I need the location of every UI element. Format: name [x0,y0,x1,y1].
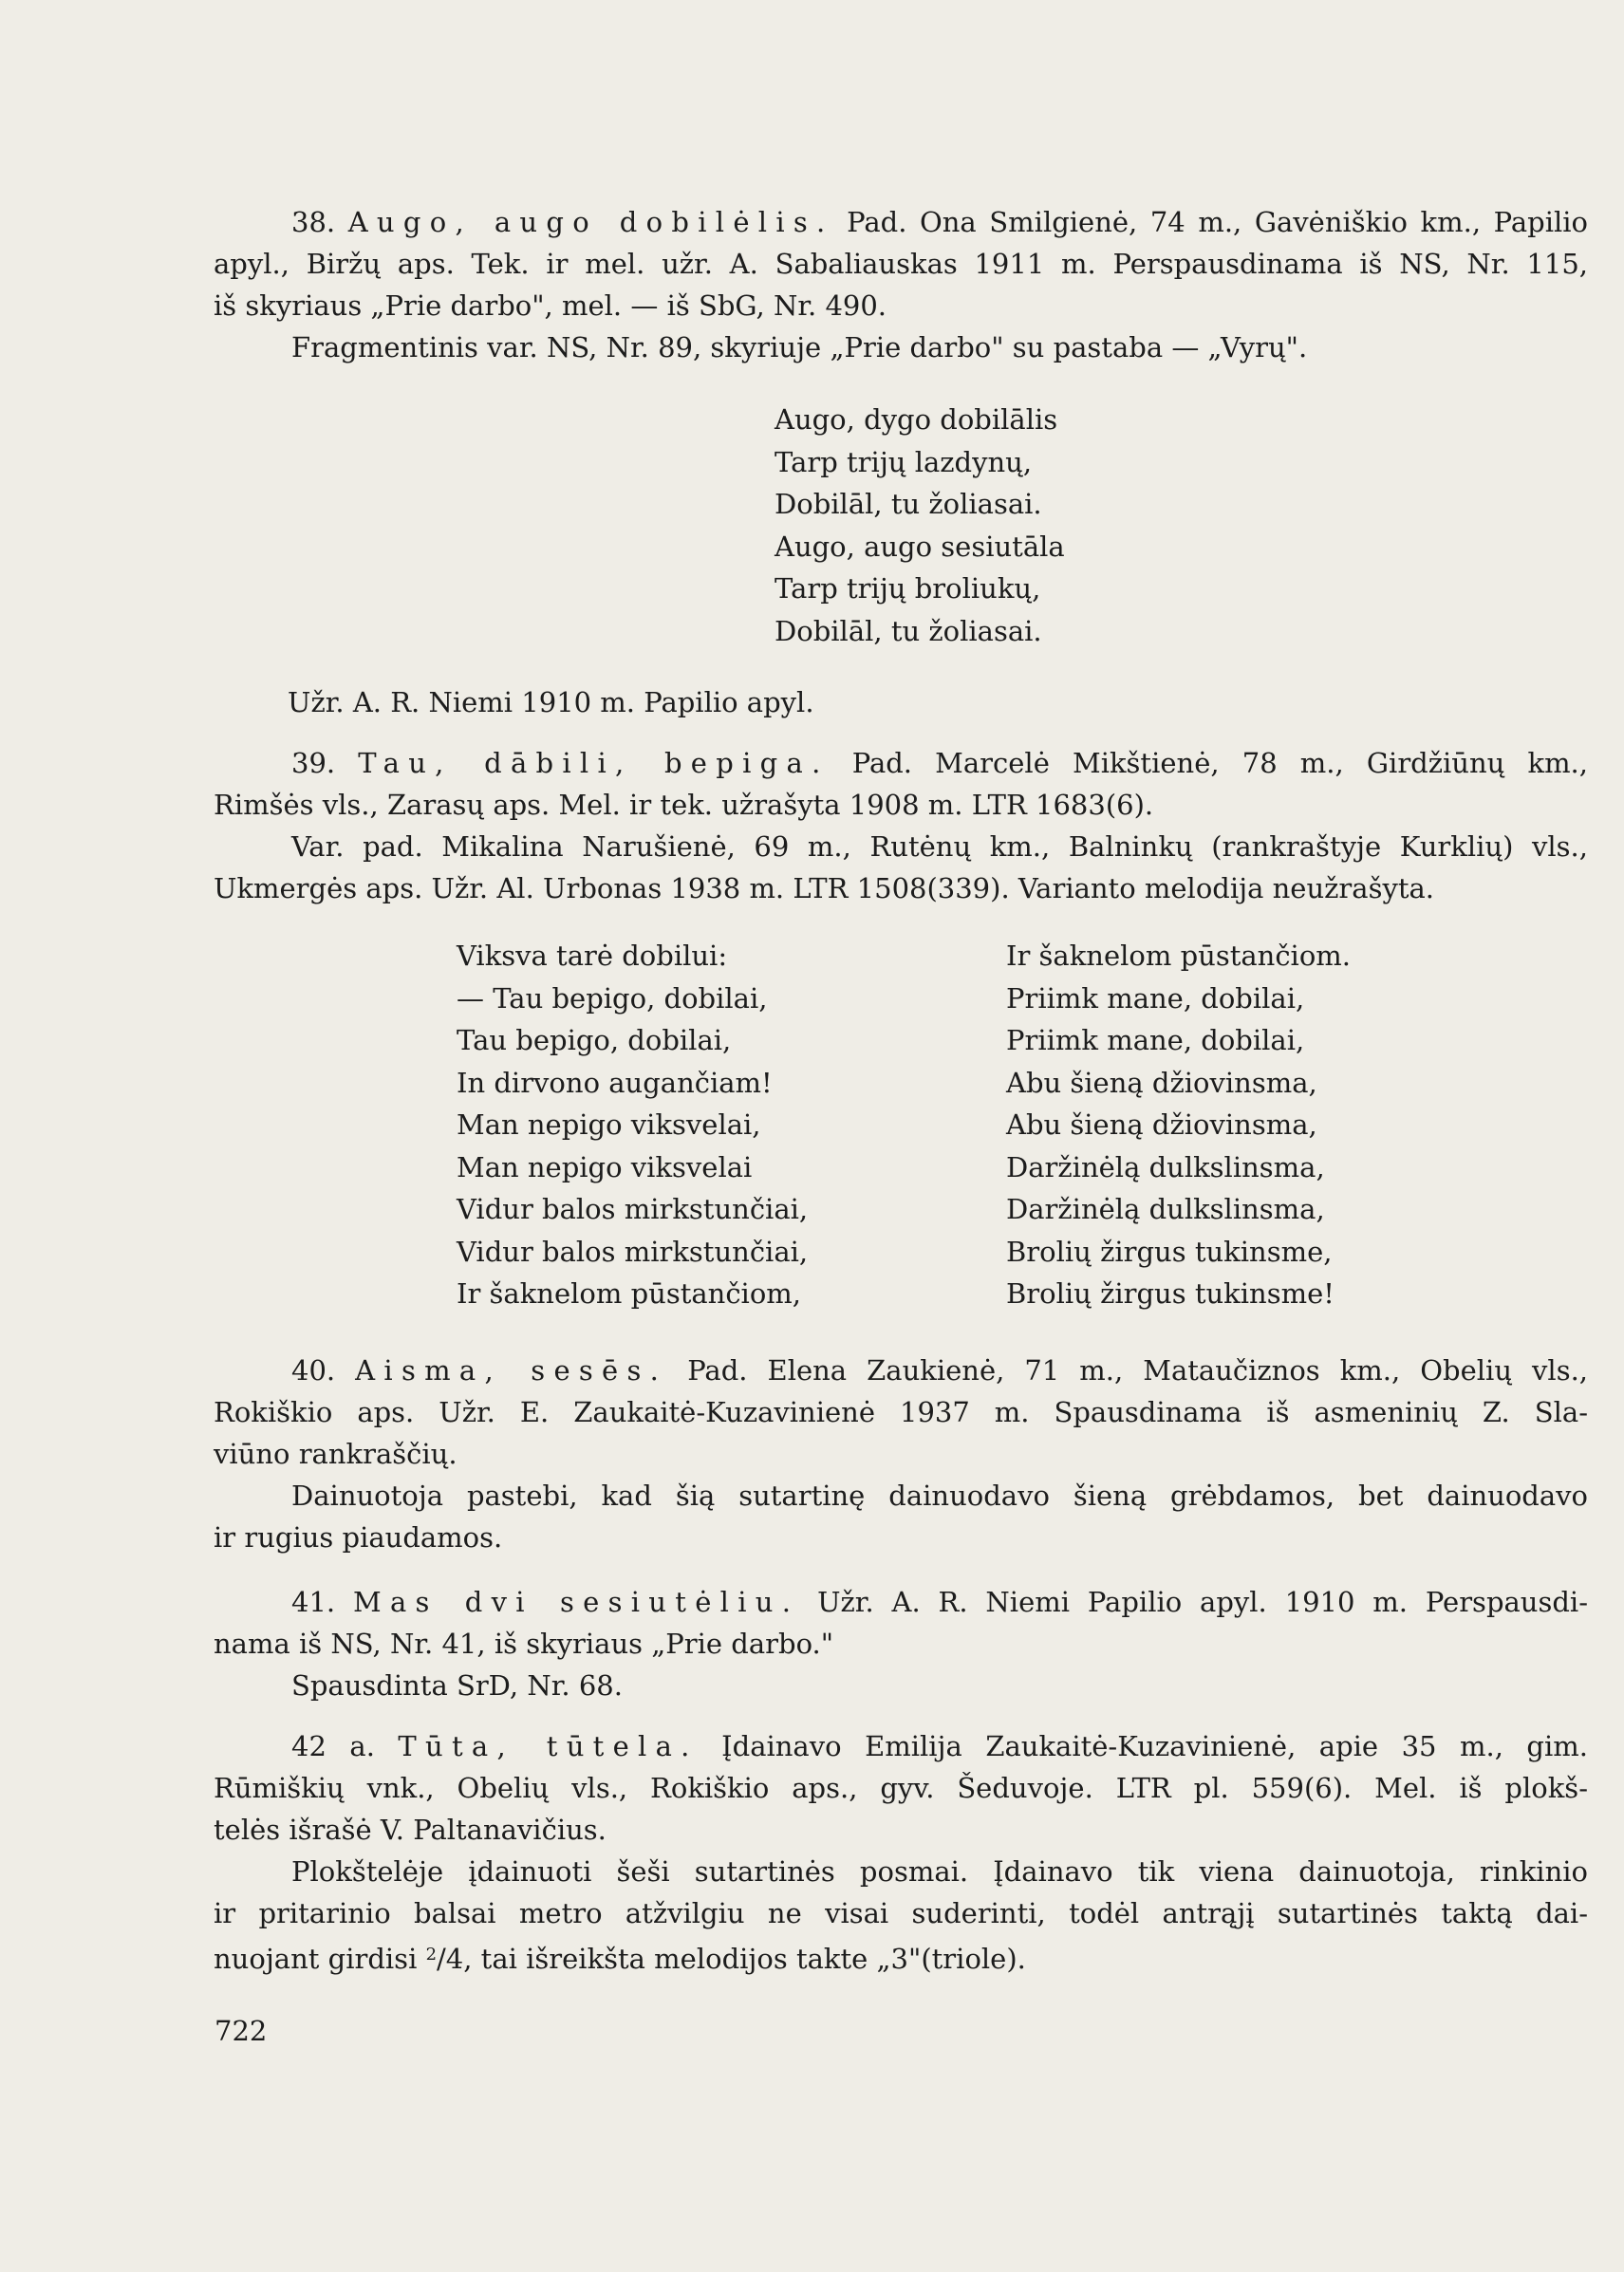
entry-text: apyl., Biržų aps. Tek. ir mel. užr. A. Sabaliauskas 1911 m. Perspausdinama iš NS, Nr. 115, [214,248,1588,280]
entry-text: Pad. Marcelė Mikštienė, 78 m., Girdžiūnų km., [851,747,1588,779]
fraction-numerator: 2 [425,1945,438,1965]
entry-text: telės išrašė V. Paltanavičius. [214,1814,607,1846]
verse-line: Vidur balos mirkstunčiai, [457,1193,809,1225]
page-number: 722 [215,2015,268,2047]
verse-line: Priimk mane, dobilai, [1006,1024,1305,1056]
verse-line: Daržinėlą dulkslinsma, [1006,1150,1325,1183]
verse-line: — Tau bepigo, dobilai, [457,981,768,1015]
verse-line: Abu šieną džiovinsma, [1006,1108,1317,1141]
entry-39-heading [214,742,1588,784]
verse-line: In dirvono augančiam! [457,1066,773,1099]
verse-line: Dobilāl, tu žoliasai. [775,488,1042,520]
entry-text: viūno rankraščių. [214,1438,457,1470]
entry-text: iš skyriaus „Prie darbo", mel. — iš SbG, Nr. 490. [214,289,887,322]
entry-42a [214,1725,1588,1980]
entry-text: Užr. A. R. Niemi Papilio apyl. 1910 m. Perspausdi- [817,1586,1588,1618]
verse-line: Abu šieną džiovinsma, [1006,1066,1317,1099]
entry-note: Var. pad. Mikalina Narušienė, 69 m., Rutėnų km., Balninkų (rankraštyje Kurklių) vls., [291,830,1588,863]
entry-note: Fragmentinis var. NS, Nr. 89, skyriuje „Prie darbo" su pastaba — „Vyrų". [291,331,1308,363]
verse-line: Man nepigo viksvelai, [457,1108,761,1141]
entry-note: Dainuotoja pastebi, kad šią sutartinę dainuodavo šieną grėbdamos, bet dainuodavo [291,1480,1588,1512]
entry-text: Pad. Ona Smilgienė, 74 m., Gavėniškio km., Papilio [847,206,1588,238]
verse-line: Daržinėlą dulkslinsma, [1006,1193,1325,1225]
entry-38-record [214,681,1588,723]
entry-text: Įdainavo Emilija Zaukaitė-Kuzavinienė, apie 35 m., gim. [721,1730,1588,1762]
entry-text: Pad. Elena Zaukienė, 71 m., Mataučiznos km., Obelių vls., [687,1354,1589,1387]
verse-line: Brolių žirgus tukinsme! [1006,1277,1335,1310]
entry-38-heading [214,201,1588,243]
song-title: Aisma, sesēs. [355,1354,668,1387]
entry-39 [214,742,1588,909]
verse-line: Tarp trijų broliukų, [775,572,1041,605]
verse-line: Tau bepigo, dobilai, [457,1024,732,1056]
verse-line: Priimk mane, dobilai, [1006,981,1305,1015]
verse-line: Man nepigo viksvelai [457,1150,753,1183]
entry-text: Rimšės vls., Zarasų aps. Mel. ir tek. užrašyta 1908 m. LTR 1683(6). [214,789,1154,821]
verse-line: Augo, augo sesiutāla [775,530,1065,563]
verse-38 [775,399,1065,652]
entry-40-heading [214,1350,1588,1391]
entry-note: ir rugius piaudamos. [214,1521,503,1554]
song-title: Mas dvi sesiutėliu. [352,1586,800,1618]
entry-record: Užr. A. R. Niemi 1910 m. Papilio apyl. [288,686,814,718]
entry-note: Spausdinta SrD, Nr. 68. [291,1669,623,1702]
entry-number: 38. [291,206,336,238]
entry-note-last-line [214,1934,1588,1980]
entry-41-heading [214,1581,1588,1623]
verse-line: Ir šaknelom pūstančiom. [1006,940,1352,972]
verse-line: Tarp trijų lazdynų, [775,445,1033,478]
entry-number: 41. [291,1586,336,1618]
entry-number: 40. [291,1354,336,1387]
song-title: Tau, dābili, bepiga. [358,747,830,779]
verse-39-left [457,935,808,1315]
entry-text: Rokiškio aps. Užr. E. Zaukaitė-Kuzavinienė 1937 m. Spausdinama iš asmeninių Z. Sla- [214,1396,1588,1428]
entry-text: /4, tai išreikšta melodijos takte „3"(triole). [437,1943,1026,1975]
entry-note: ir pritarinio balsai metro atžvilgiu ne visai suderinti, todėl antrąjį sutartinės taktą dai- [214,1897,1588,1929]
entry-41 [214,1581,1588,1706]
verse-line: Augo, dygo dobilālis [775,403,1058,436]
verse-line: Ir šaknelom pūstančiom, [457,1277,802,1310]
song-title: Tūta, tūtela. [398,1730,699,1762]
verse-line: Brolių žirgus tukinsme, [1006,1235,1333,1268]
entry-number: 39. [291,747,336,779]
verse-line: Vidur balos mirkstunčiai, [457,1235,809,1268]
song-title: Augo, augo dobilėlis. [347,206,834,238]
entry-note: Plokštelėje įdainuoti šeši sutartinės posmai. Įdainavo tik viena dainuotoja, rinkinio [291,1855,1588,1888]
entry-note: Ukmergės aps. Užr. Al. Urbonas 1938 m. LTR 1508(339). Varianto melodija neužrašyta. [214,872,1434,904]
entry-text: Rūmiškių vnk., Obelių vls., Rokiškio aps., gyv. Šeduvoje. LTR pl. 559(6). Mel. iš plokš- [214,1772,1588,1804]
entry-text: nama iš NS, Nr. 41, iš skyriaus „Prie darbo." [214,1628,834,1660]
verse-line: Dobilāl, tu žoliasai. [775,614,1042,647]
verse-line: Viksva tarė dobilui: [457,940,728,972]
entry-number: 42 a. [291,1730,375,1762]
entry-42a-heading [214,1725,1588,1767]
verse-39-right [1006,935,1351,1315]
entry-40 [214,1350,1588,1558]
entry-38 [214,201,1588,368]
entry-text: nuojant girdisi [214,1943,418,1975]
